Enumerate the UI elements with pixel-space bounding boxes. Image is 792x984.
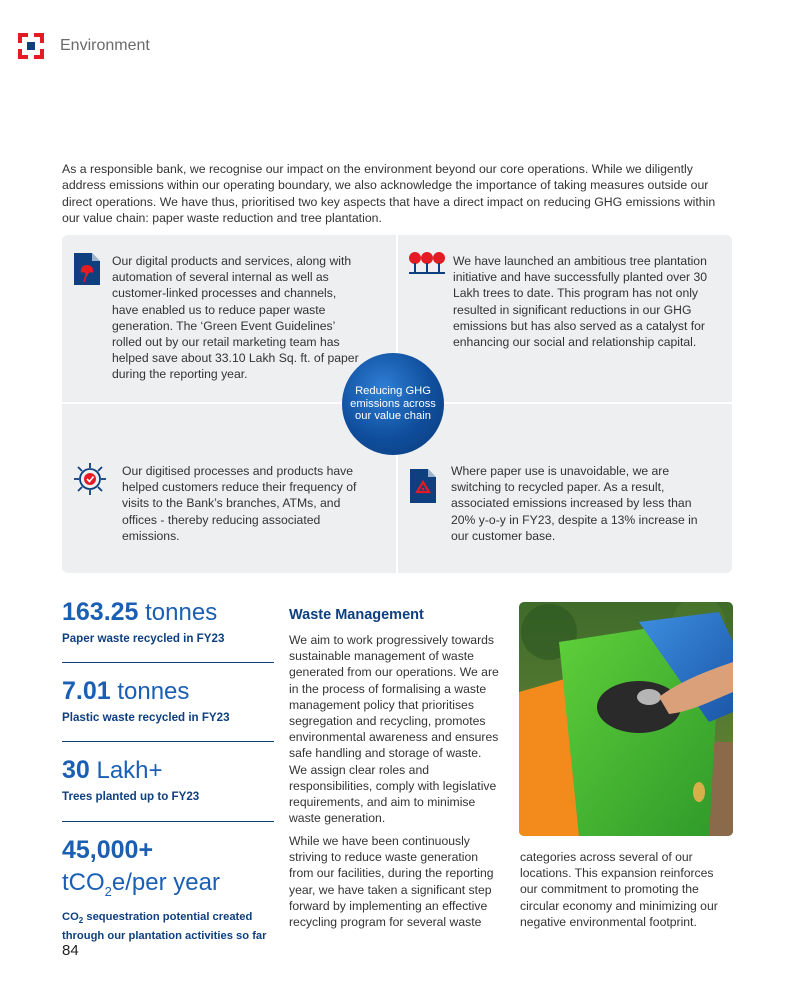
stat-plastic-waste <box>62 677 274 725</box>
co2-label-sub: 2 <box>78 916 84 926</box>
page-number: 84 <box>62 942 79 959</box>
stat-value-line <box>62 756 274 785</box>
quad-text-bottom-left: Our digitised processes and products have helped customers reduce their frequency of visits to the Bank’s branches, ATMs, and offices - thereby reducing associated emissions. <box>122 464 357 543</box>
stat-trees <box>62 756 274 804</box>
stat-divider <box>62 821 274 822</box>
waste-management-paragraph-3: categories across several of our locations. This expansion reinforces our commitment to promoting the circular economy and minimizing our negative environmental footprint. <box>520 850 718 929</box>
stat-divider <box>62 662 274 663</box>
bank-logo <box>18 33 44 59</box>
stat-value-line <box>62 598 274 627</box>
digital-process-icon <box>72 461 108 502</box>
co2-unit-sub: 2 <box>104 883 112 899</box>
stat-value-line <box>62 677 274 706</box>
stat-label: Paper waste recycled in FY23 <box>62 632 225 645</box>
stat-co2 <box>62 836 274 943</box>
paper-document-icon <box>72 251 102 292</box>
stat-label: Plastic waste recycled in FY23 <box>62 711 230 724</box>
recycling-bins-photo <box>519 602 733 836</box>
stat-number: 45,000+ <box>62 836 154 864</box>
stat-number: 7.01 <box>62 677 111 705</box>
co2-unit <box>62 869 274 906</box>
waste-management-title: Waste Management <box>289 607 424 623</box>
stat-divider <box>62 741 274 742</box>
co2-label <box>62 910 274 943</box>
stat-unit: Lakh+ <box>96 757 163 784</box>
stat-unit: tonnes <box>145 599 218 626</box>
section-title: Environment <box>60 37 150 54</box>
stat-unit: tonnes <box>117 678 190 705</box>
quad-text-top-left: Our digital products and services, along with automation of several internal as well as customer-linked processes and channels, have enabled us to reduce paper waste generation. The ‘Green Event Guidelines’ rolled out by our retail marketing team has helped save about 33.10 Lakh Sq. ft. of paper during the reporting year. <box>112 254 359 382</box>
quad-text-bottom-right: Where paper use is unavoidable, we are switching to recycled paper. As a result, associated emissions increased by less than 20% y-o-y in FY23, despite a 13% increase in our customer base. <box>451 464 698 543</box>
co2-unit-pre: tCO <box>62 869 105 896</box>
co2-unit-post: e/per year <box>111 869 220 896</box>
co2-label-post: sequestration potential created through our plantation activities so far <box>62 910 267 942</box>
value-chain-hub <box>342 353 444 455</box>
page-header <box>18 33 150 59</box>
stat-number: 30 <box>62 756 90 784</box>
recycled-paper-icon <box>408 467 438 510</box>
stat-paper-waste <box>62 598 274 646</box>
hub-label: Reducing GHG emissions across our value chain <box>350 385 436 423</box>
waste-management-paragraph-2: While we have been continuously striving to reduce waste generation from our facilities, during the reporting year, we have taken a significant step forward by implementing an effective recycling program for several waste <box>289 834 494 930</box>
intro-paragraph: As a responsible bank, we recognise our impact on the environment beyond our core operations. While we diligently address emissions within our operating boundary, we also acknowledge the importance of taking measures outside our direct operations. We have thus, prioritised two key aspects that have a direct impact on reducing GHG emissions within our value chain: paper waste reduction and tree plantation. <box>62 162 716 226</box>
stat-label: Trees planted up to FY23 <box>62 790 200 803</box>
stat-number: 163.25 <box>62 598 139 626</box>
waste-management-paragraph-1: We aim to work progressively towards sustainable management of waste generated from our operations. We are in the process of formalising a waste management policy that prioritises segregation and recycling, promotes environmental awareness and ensures safe handling and storage of waste. We assign clear roles and responsibilities, comply with legislative requirements, and aim to minimise waste generation. <box>289 633 499 826</box>
quad-text-top-right: We have launched an ambitious tree plantation initiative and have successfully planted over 30 Lakh trees to date. This program has not only resulted in significant reductions in our GHG emissions but has also served as a catalyst for enhancing our social and relationship capital. <box>453 254 708 350</box>
stat-value-line <box>62 836 274 865</box>
trees-icon <box>408 249 446 280</box>
co2-label-pre: CO <box>62 910 79 923</box>
